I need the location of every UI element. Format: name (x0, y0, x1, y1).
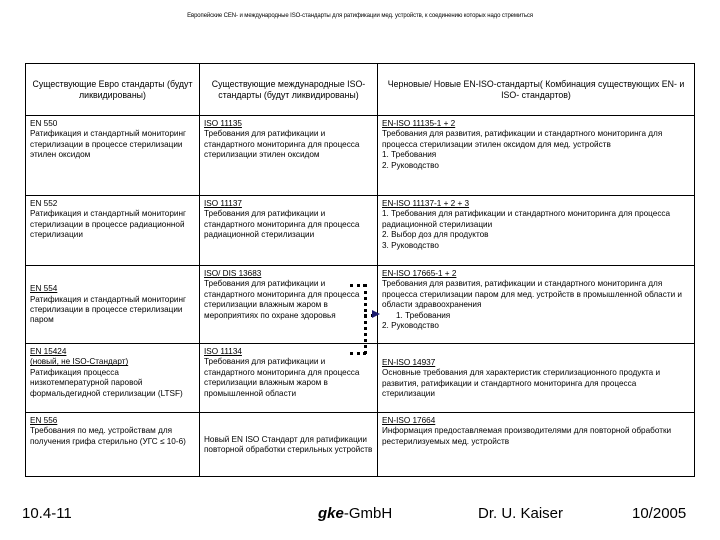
standard-description: Требования для ратификации и стандартного мониторинга для процесса радиационной стерилизации (204, 209, 360, 240)
standard-part: 1. Требования (396, 310, 451, 320)
standard-description: Требования для ратификации и стандартного мониторинга для процесса стерилизации влажным жаром в промышленной области (204, 357, 360, 398)
standard-part: 3. Руководство (382, 240, 439, 250)
slide-number: 10.4-11 (22, 505, 72, 522)
standard-part: 2. Руководство (382, 321, 439, 331)
connector-line-vertical (364, 284, 367, 354)
standards-table (25, 63, 695, 477)
eu-standard-cell (26, 116, 200, 196)
standard-code: EN 550 (30, 119, 58, 128)
standard-part: 2. Выбор доз для продуктов (382, 230, 489, 240)
document-title: Европейские CEN- и международные ISO-стандарты для ратификации мед. устройств, к соединению которых надо стремиться (187, 13, 533, 19)
standard-part: 2. Руководство (382, 160, 439, 170)
standard-code: EN-ISO 14937 (382, 357, 436, 367)
eu-standard-cell (26, 196, 200, 266)
standard-description: Требования для развития, ратификации и стандартного мониторинга для процесса стерилизации этилен оксидом для мед. устройств (382, 129, 663, 149)
standard-code: EN 556 (30, 416, 58, 425)
standard-note: (новый, не ISO-Стандарт) (30, 357, 129, 367)
standard-code: EN 15424 (30, 347, 67, 356)
standard-code: EN-ISO 17665-1 + 2 (382, 269, 457, 278)
company-logo-prefix: gke (318, 505, 344, 522)
standard-description: Требования для ратификации и стандартного мониторинга для процесса стерилизации этилен оксидом (204, 129, 360, 160)
standard-code: EN-ISO 11137-1 + 2 + 3 (382, 199, 470, 208)
standard-description: Основные требования для характеристик стерилизационного продукта и развития, ратификации и стандартного мониторинга для процесса стерилизации (382, 368, 661, 398)
standard-code: EN-ISO 17664 (382, 416, 436, 425)
iso-standard-cell (200, 116, 378, 196)
footer-date: 10/2005 (632, 505, 687, 522)
table-row (26, 196, 695, 266)
table-row (26, 413, 695, 477)
iso-standard-cell (200, 413, 378, 477)
new-standard-cell (378, 413, 695, 477)
table-row (26, 266, 695, 344)
header-new-en-iso-standards: Черновые/ Новые EN-ISO-стандарты( Комбинация существующих EN- и ISO- стандартов) (378, 64, 695, 116)
standard-description: Требования для ратификации и стандартного мониторинга для процесса стерилизации влажным жаром в мероприятиях по охране здоровья (204, 279, 360, 320)
new-standard-cell (378, 266, 695, 344)
new-standard-cell (378, 344, 695, 413)
new-standard-cell (378, 116, 695, 196)
company-logo-suffix: -GmbH (343, 505, 393, 522)
new-standard-cell (378, 196, 695, 266)
standard-code: ISO 11137 (204, 199, 242, 208)
standard-code: EN 552 (30, 199, 58, 208)
author-name: Dr. U. Kaiser (478, 505, 564, 522)
standard-description: 1. Требования для ратификации и стандартного мониторинга для процесса радиационной стерилизации (382, 209, 671, 229)
eu-standard-cell (26, 266, 200, 344)
company-name (318, 505, 392, 522)
standard-description: Ратификация процесса низкотемпературной паровой формальдегидной стерилизации (LTSF) (30, 367, 183, 398)
table-header-row (26, 64, 695, 116)
header-iso-standards: Существующие международные ISO-стандарты (будут ликвидированы) (200, 64, 378, 116)
eu-standard-cell (26, 344, 200, 413)
standard-description: Ратификация и стандартный мониторинг стерилизации в процессе стерилизации паром (30, 294, 186, 325)
standard-description: Требования для развития, ратификации и стандартного мониторинга для процесса стерилизации паром для мед. устройств в промышленной области и области здравоохранения (382, 279, 682, 310)
standard-code: EN-ISO 11135-1 + 2 (382, 119, 456, 128)
standard-part: 1. Требования (382, 150, 437, 160)
standard-code: EN 554 (30, 284, 58, 294)
standard-description: Новый EN ISO Стандарт для ратификации повторной обработки стерильных устройств (204, 434, 373, 454)
iso-standard-cell (200, 266, 378, 344)
eu-standard-cell (26, 413, 200, 477)
standard-code: ISO 11135 (204, 119, 242, 128)
iso-standard-cell (200, 196, 378, 266)
standard-description: Информация предоставляемая производителями для повторной обработки рестерилизуемых мед. устройств (382, 426, 672, 446)
connector-arrow-icon (372, 310, 380, 318)
standard-description: Требования по мед. устройствам для получения грифа стерильно (УГС ≤ 10-6) (30, 426, 186, 446)
slide-footer (0, 505, 720, 529)
standard-description: Ратификация и стандартный мониторинг стерилизации в процессе радиационной стерилизации (30, 209, 186, 240)
connector-line-bottom (350, 352, 366, 355)
standard-code: ISO 11134 (204, 347, 242, 356)
header-eu-standards: Существующие Евро стандарты (будут ликвидированы) (26, 64, 200, 116)
table-row (26, 116, 695, 196)
standard-code: ISO/ DIS 13683 (204, 269, 262, 278)
standard-description: Ратификация и стандартный мониторинг стерилизации в процессе стерилизации этилен оксидом (30, 129, 186, 160)
